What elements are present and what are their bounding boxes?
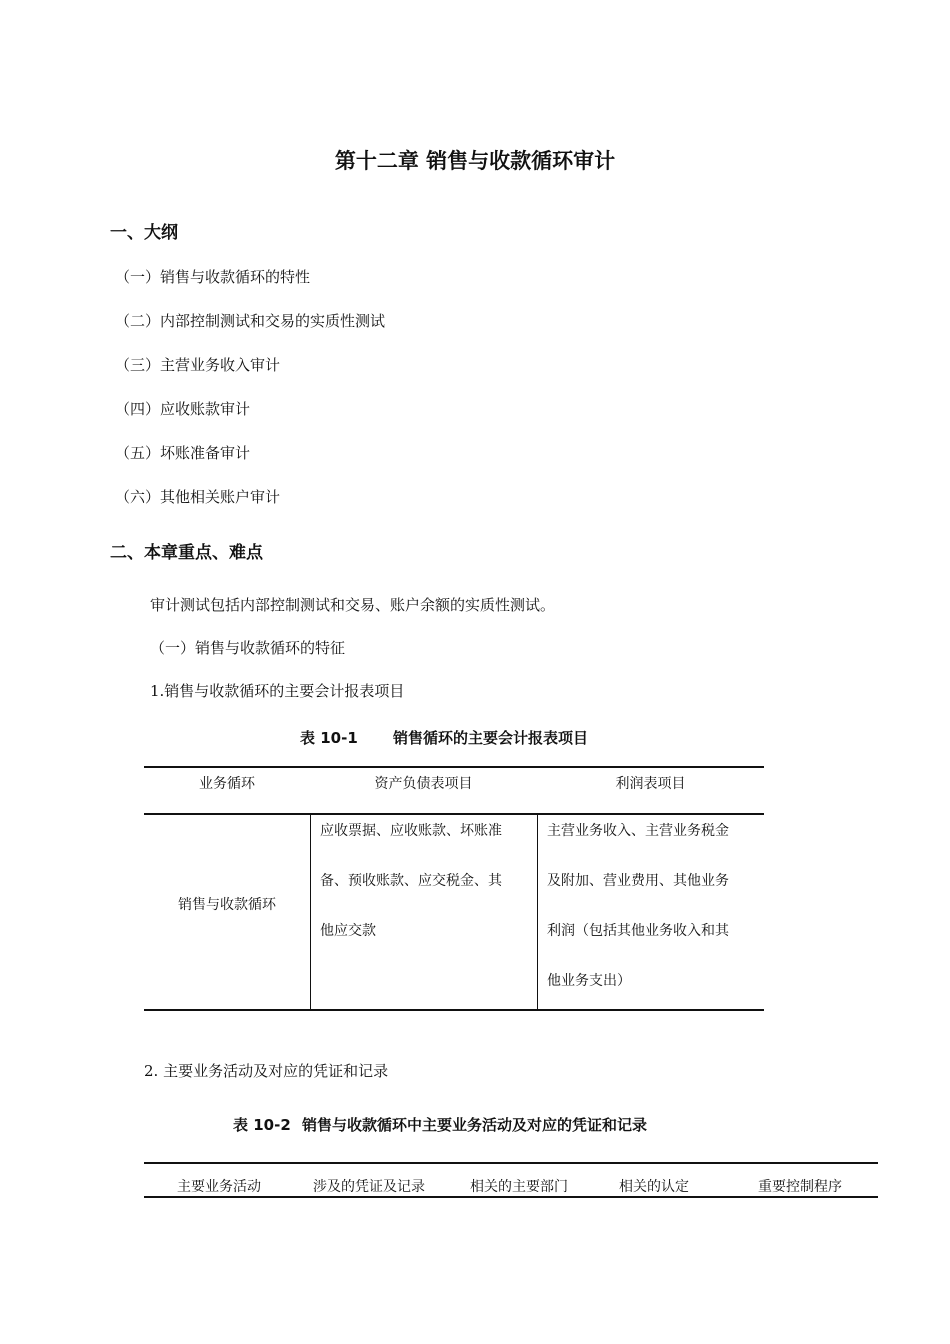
table1-caption-title: 销售循环的主要会计报表项目 — [393, 729, 589, 747]
section-heading-outline: 一、大纲 — [110, 223, 178, 243]
table1-bottom-rule — [144, 1009, 764, 1011]
outline-item: （一）销售与收款循环的特性 — [115, 268, 311, 286]
table1-cell-income-line: 主营业务收入、主营业务税金 — [547, 823, 729, 839]
table1-header-cycle: 业务循环 — [199, 776, 255, 792]
table1-column-divider — [537, 815, 538, 1009]
table2-caption-number: 表 10-2 — [233, 1116, 291, 1134]
table1-column-divider — [310, 815, 311, 1009]
table1-cell-cycle: 销售与收款循环 — [178, 897, 276, 913]
table2-header-rule — [144, 1196, 878, 1198]
table1-cell-income-line: 他业务支出） — [547, 973, 631, 989]
table2-header-departments: 相关的主要部门 — [470, 1179, 568, 1195]
table1-cell-balance-line: 应收票据、应收账款、坏账准 — [320, 823, 502, 839]
point-heading: 2. 主要业务活动及对应的凭证和记录 — [144, 1062, 389, 1080]
outline-item: （六）其他相关账户审计 — [115, 488, 281, 506]
point-heading: 1.销售与收款循环的主要会计报表项目 — [150, 682, 405, 700]
table2-header-activity: 主要业务活动 — [177, 1179, 261, 1195]
table1-cell-balance-line: 他应交款 — [320, 923, 376, 939]
table1-header-balance-sheet: 资产负债表项目 — [374, 776, 473, 792]
outline-item: （二）内部控制测试和交易的实质性测试 — [115, 312, 386, 330]
table2-top-rule — [144, 1162, 878, 1164]
intro-paragraph: 审计测试包括内部控制测试和交易、账户余额的实质性测试。 — [150, 596, 556, 614]
table2-caption-title: 销售与收款循环中主要业务活动及对应的凭证和记录 — [302, 1116, 648, 1134]
outline-item: （五）坏账准备审计 — [115, 444, 251, 462]
outline-item: （三）主营业务收入审计 — [115, 356, 281, 374]
table1-header-income: 利润表项目 — [615, 776, 686, 792]
subsection-heading: （一）销售与收款循环的特征 — [150, 639, 346, 657]
table1-cell-income-line: 利润（包括其他业务收入和其 — [547, 923, 729, 939]
table1-caption-number: 表 10-1 — [300, 729, 358, 747]
table1-cell-balance-line: 备、预收账款、应交税金、其 — [320, 873, 502, 889]
table1-header-rule — [144, 813, 764, 815]
table2-header-documents: 涉及的凭证及记录 — [313, 1179, 425, 1195]
table2-header-assertions: 相关的认定 — [619, 1179, 689, 1195]
table2-header-controls: 重要控制程序 — [758, 1179, 842, 1195]
outline-item: （四）应收账款审计 — [115, 400, 251, 418]
table1-cell-income-line: 及附加、营业费用、其他业务 — [547, 873, 729, 889]
section-heading-key-points: 二、本章重点、难点 — [110, 543, 263, 563]
table1-top-rule — [144, 766, 764, 768]
page-title: 第十二章 销售与收款循环审计 — [334, 149, 616, 173]
